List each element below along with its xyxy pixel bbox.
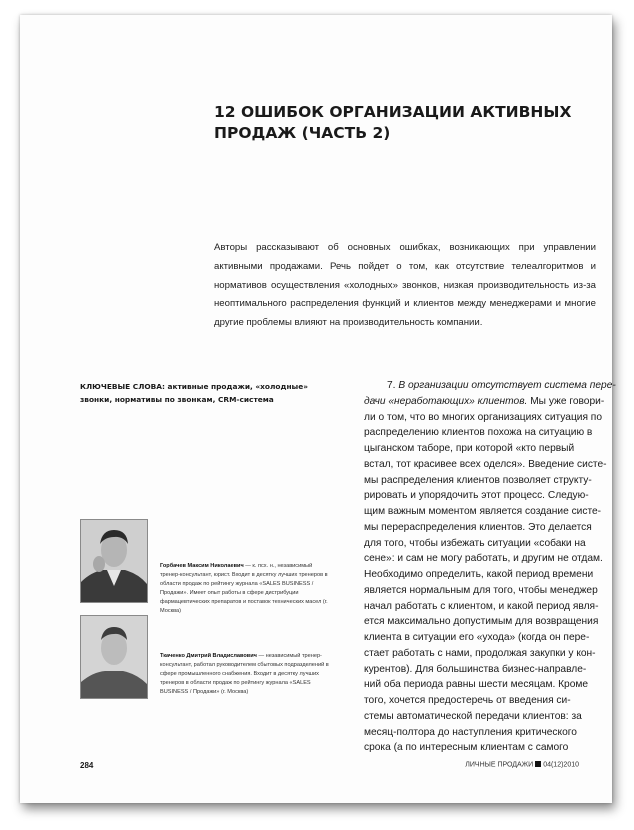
author-description-2: — независимый тренер-консультант, работал руководителем сбытовых подразделений в сфере промышленного снабжения. Входит в десятку лучших тренеров в области продаж по рейтингу журнала «SALES BUSINESS / Продажи» (г. Москва) [160, 653, 329, 695]
author-bio-1 [160, 562, 330, 616]
body-line: ли о том, что во многих организациях ситуация по [364, 411, 602, 423]
body-line: курентов). Для большинства бизнес-направле- [364, 663, 587, 675]
body-line: начал работать с клиентом, и какой период явля- [364, 600, 599, 612]
article-title-line-1: 12 ОШИБОК ОРГАНИЗАЦИИ АКТИВНЫХ [214, 103, 572, 121]
author-photo-1 [80, 519, 148, 603]
author-card-1 [80, 519, 330, 614]
author-card-2 [80, 615, 330, 701]
magazine-page [20, 15, 616, 803]
body-line: 7. В организации отсутствует система пере- [387, 380, 616, 391]
article-body [341, 378, 616, 756]
square-bullet-icon [535, 761, 541, 767]
body-line: того, хочется предостеречь от введения си- [364, 695, 571, 706]
body-line: щим важным моментом является создание систе- [364, 506, 602, 517]
issue-number: 04(12)2010 [543, 761, 579, 769]
body-line: цыганском таборе, при которой «кто первый [364, 443, 575, 454]
body-line: стемы автоматической передачи клиентов: за [364, 710, 582, 722]
article-title [214, 102, 594, 144]
author-photo-2 [80, 615, 148, 699]
body-line: встал, тот красивее всех оделся». Введение систе- [364, 458, 607, 470]
body-line: месяц-полтора до наступления критического [364, 726, 577, 738]
body-line: ется максимально допустимым для возвращения [364, 616, 599, 628]
body-line: мы распределения клиентов позволяет структу- [364, 474, 592, 486]
body-paragraph [341, 378, 616, 756]
author-name-2: Ткаченко Дмитрий Владиславович [160, 653, 257, 659]
article-lead: Авторы рассказывают об основных ошибках, возникающих при управлении активными продажами. Речь пойдет о том, как отсутствие телеалгоритмов и нормативов осуществления «холодных» звонков, низкая производительность из-за неоптимального распределения функций и клиентов между менеджерами и многие другие проблемы влияют на производительность компании. [214, 242, 596, 329]
body-line: дачи «неработающих» клиентов. Мы уже говори- [364, 395, 605, 407]
article-title-line-2: ПРОДАЖ (ЧАСТЬ 2) [214, 124, 391, 142]
page-number: 284 [80, 761, 94, 770]
body-line: распределению клиентов похожа на ситуацию в [364, 427, 593, 439]
body-line: срока (а по интересным клиентам с самого [364, 742, 569, 754]
footer-magazine [465, 761, 579, 769]
body-line: является нормальным для того, чтобы менеджер [364, 584, 598, 596]
body-line: сене»: и сам не могу работать, и другим не отдам. [364, 553, 603, 565]
keywords: КЛЮЧЕВЫЕ СЛОВА: активные продажи, «холодные» звонки, нормативы по звонкам, CRM-система [80, 382, 309, 404]
body-line: стает работать с нами, продолжая закупки у кон- [364, 647, 596, 659]
body-line: для того, чтобы избежать ситуации «собаки на [364, 537, 586, 549]
author-description-1: — к. псх. н., независимый тренер-консультант, юрист. Входит в десятку лучших тренеров в области продаж по рейтингу журнала «SALES BUSINESS / Продажи». Имеет опыт работы в сфере дистрибуции фармацевтических препаратов и поставок технических масел (г. Москва) [160, 563, 328, 614]
body-line: Необходимо определить, какой период времени [364, 569, 594, 580]
body-line: рировать и упорядочить этот процесс. Следую- [364, 490, 589, 502]
body-line: ний оба периода равны шести месяцам. Кроме [364, 679, 589, 691]
body-line: мы перераспределения клиентов. Это делается [364, 521, 592, 533]
magazine-name: ЛИЧНЫЕ ПРОДАЖИ [465, 761, 534, 769]
author-name-1: Горбачев Максим Николаевич [160, 563, 244, 569]
body-line: клиента в ситуации его «ухода» (когда он пере- [364, 632, 590, 643]
author-bio-2 [160, 652, 330, 697]
